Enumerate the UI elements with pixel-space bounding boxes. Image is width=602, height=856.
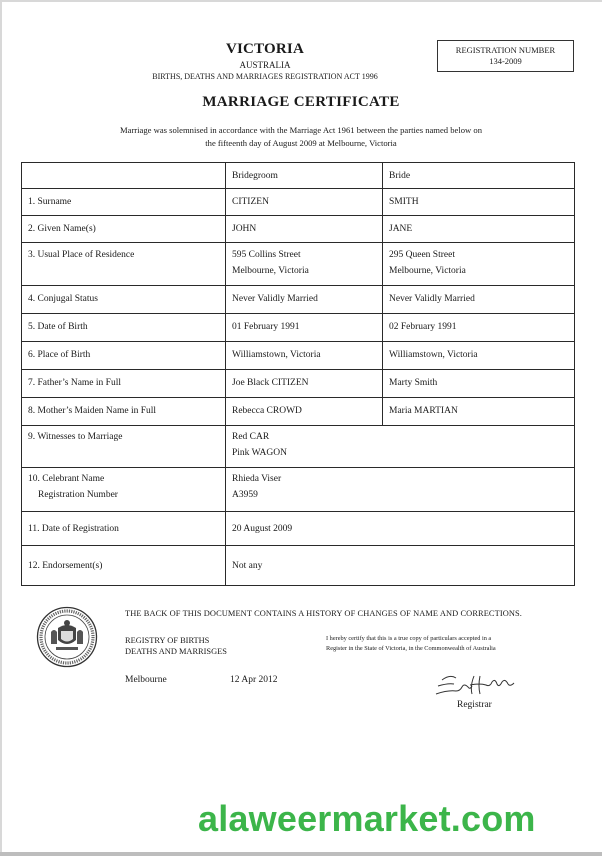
celebrant-number-label: Registration Number [38,490,118,500]
endorsements-value: Not any [226,546,575,586]
witness-1: Red CAR [232,432,270,442]
groom-value: Never Validly Married [226,286,383,314]
issue-date: 12 Apr 2012 [230,675,278,685]
row-label: 2. Given Name(s) [22,216,226,243]
intro-statement [40,124,562,150]
groom-value: JOHN [226,216,383,243]
table-header-row [22,163,575,189]
table-row [22,216,575,243]
back-of-document-note: THE BACK OF THIS DOCUMENT CONTAINS A HISTORY OF CHANGES OF NAME AND CORRECTIONS. [125,609,522,618]
header-cell-blank [22,163,226,189]
groom-value [226,243,383,286]
certificate-table [21,162,575,586]
witness-2: Pink WAGON [232,448,287,458]
bride-value [383,243,575,286]
state-heading: VICTORIA [225,41,304,57]
bride-residence-line-2: Melbourne, Victoria [389,266,466,276]
row-label: 1. Surname [22,189,226,216]
registry-seal-icon [36,606,98,668]
bottom-bar [0,852,602,856]
celebrant-name: Rhieda Viser [232,474,282,484]
intro-line-1: Marriage was solemnised in accordance with the Marriage Act 1961 between the parties named below on [119,125,482,135]
celebrant-row [22,468,575,512]
endorsements-row [22,546,575,586]
celebrant-label [22,468,226,512]
registration-number-value: 134-2009 [489,56,522,66]
registration-date-row [22,512,575,546]
country-heading: AUSTRALIA [239,60,291,70]
celebrant-name-label: 10. Celebrant Name [28,474,105,484]
row-label: 6. Place of Birth [22,342,226,370]
groom-residence-line-1: 595 Collins Street [232,250,301,260]
table-row [22,189,575,216]
bride-value: JANE [383,216,575,243]
table-row [22,286,575,314]
row-label: 4. Conjugal Status [22,286,226,314]
bride-value: SMITH [383,189,575,216]
row-label: 3. Usual Place of Residence [22,243,226,286]
registrar-title: Registrar [457,700,492,710]
groom-value: Rebecca CROWD [226,398,383,426]
registry-name [125,635,227,657]
bride-value: Maria MARTIAN [383,398,575,426]
certify-line-1: I hereby certify that this is a true copy of particulars accepted in a [326,635,492,642]
table-row [22,314,575,342]
registry-line-1: REGISTRY OF BIRTHS [125,636,210,645]
bride-residence-line-1: 295 Queen Street [389,250,455,260]
celebrant-number: A3959 [232,490,258,500]
header-cell-bride: Bride [383,163,575,189]
intro-line-2: the fifteenth day of August 2009 at Melbourne, Victoria [205,138,397,148]
bride-value: Marty Smith [383,370,575,398]
registration-number-box [437,40,574,72]
registration-date-value: 20 August 2009 [226,512,575,546]
table-row [22,342,575,370]
header-cell-bridegroom: Bridegroom [226,163,383,189]
groom-value: CITIZEN [226,189,383,216]
registry-line-2: DEATHS AND MARRISGES [125,647,227,656]
certify-line-2: Register in the State of Victoria, in the Commonwealth of Australia [326,645,496,652]
bride-value: 02 February 1991 [383,314,575,342]
groom-residence-line-2: Melbourne, Victoria [232,266,309,276]
celebrant-value [226,468,575,512]
registration-date-label: 11. Date of Registration [22,512,226,546]
watermark-text: alaweermarket.com [198,798,536,839]
table-row [22,398,575,426]
bride-value: Williamstown, Victoria [383,342,575,370]
issue-place: Melbourne [125,675,167,685]
endorsements-label: 12. Endorsement(s) [22,546,226,586]
groom-value: 01 February 1991 [226,314,383,342]
bride-value: Never Validly Married [383,286,575,314]
table-row [22,243,575,286]
row-label: 8. Mother’s Maiden Name in Full [22,398,226,426]
groom-value: Williamstown, Victoria [226,342,383,370]
row-label: 7. Father’s Name in Full [22,370,226,398]
witnesses-label: 9. Witnesses to Marriage [22,426,226,468]
registrar-signature-icon [432,672,524,700]
table-row [22,370,575,398]
witnesses-value [226,426,575,468]
row-label: 5. Date of Birth [22,314,226,342]
witnesses-row [22,426,575,468]
act-heading: BIRTHS, DEATHS AND MARRIAGES REGISTRATION ACT 1996 [152,72,378,81]
groom-value: Joe Black CITIZEN [226,370,383,398]
certification-statement [326,634,496,654]
certificate-title: MARRIAGE CERTIFICATE [202,94,400,110]
registration-number-label: REGISTRATION NUMBER [455,45,556,55]
